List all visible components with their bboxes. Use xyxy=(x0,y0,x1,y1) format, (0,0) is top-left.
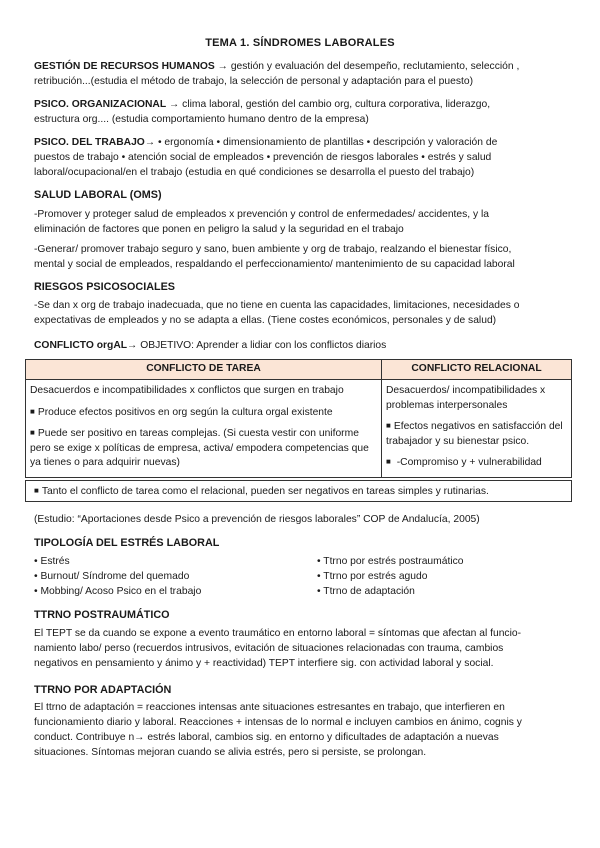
tarea-bullet-2: Puede ser positivo en tareas complejas. (Si cuesta vestir con uniforme pero se exige x políticas de empresa, activa/ empodera competencias que ya tienes o para adquirir nuevas) xyxy=(30,428,369,468)
section-gestion-rrhh xyxy=(34,59,564,89)
table-header-tarea: CONFLICTO DE TAREA xyxy=(26,360,382,380)
psico-org-line2: estructura org.... (estudia comportamiento humano dentro de la empresa) xyxy=(34,114,369,125)
table-header-relacional: CONFLICTO RELACIONAL xyxy=(382,360,572,380)
gestion-heading: GESTIÓN DE RECURSOS HUMANOS xyxy=(34,61,215,72)
tarea-cell xyxy=(26,380,382,478)
riesgos-line2: expectativas de empleados y no se adapta a ellas. (Tiene costes económicos, personales y de salud) xyxy=(34,315,497,326)
riesgos-heading: RIESGOS PSICOSOCIALES xyxy=(34,281,175,293)
psico-org-line1: → clima laboral, gestión del cambio org, cultura corporativa, liderazgo, xyxy=(166,99,491,110)
psico-trabajo-line2: puestos de trabajo • atención social de empleados • prevención de riesgos laborales • estrés y salud xyxy=(34,152,492,163)
square-bullet-icon: ■ xyxy=(34,486,39,495)
postraumatico-line3: negativos en pensamiento y ánimo y + reactividad) TEPT interfiere sig. con actividad laboral y social. xyxy=(34,658,494,669)
relacional-cell xyxy=(382,380,572,478)
list-item: • Ttrno por estrés postraumático xyxy=(317,556,464,567)
salud-heading: SALUD LABORAL (OMS) xyxy=(34,189,162,201)
square-bullet-icon: ■ xyxy=(386,457,391,466)
psico-trabajo-heading: PSICO. DEL TRABAJO xyxy=(34,137,145,148)
adaptacion-line2: funcionamiento diario y laboral. Reacciones + intensas de lo normal e incluyen cambios en ánimo, cognis y xyxy=(34,717,522,728)
relacional-intro: Desacuerdos/ incompatibilidades x problemas interpersonales xyxy=(386,385,546,411)
study-citation: (Estudio: “Aportaciones desde Psico a prevención de riesgos laborales” COP de Andalucía, 2005) xyxy=(34,514,480,525)
tipologia-left-col xyxy=(34,554,201,599)
gestion-line1: → gestión y evaluación del desempeño, reclutamiento, selección , xyxy=(214,61,520,72)
relacional-bullet-1: Efectos negativos en satisfacción del trabajador y su bienestar psico. xyxy=(386,421,563,447)
conflict-note-box xyxy=(25,480,572,502)
section-riesgos xyxy=(34,298,564,328)
square-bullet-icon: ■ xyxy=(30,406,35,416)
postraumatico-line2: namiento labo/ perso (recuerdos intrusivos, evitación de situaciones relacionadas con trauma, cambios xyxy=(34,643,504,654)
relacional-bullet-2: -Compromiso y + vulnerabilidad xyxy=(393,457,542,468)
salud-p1-line1: -Promover y proteger salud de empleados x prevención y control de enfermedades/ accidentes, y la xyxy=(34,209,490,220)
salud-p2-line2: mental y social de empleados, respaldando el perfeccionamiento/ mantenimiento de su capacidad laboral xyxy=(34,259,515,270)
list-item: • Estrés xyxy=(34,556,70,567)
section-adaptacion xyxy=(34,700,564,760)
page-title: TEMA 1. SÍNDROMES LABORALES xyxy=(205,37,395,49)
section-psico-organizacional xyxy=(34,97,564,127)
postraumatico-line1: El TEPT se da cuando se expone a evento traumático en entorno laboral = síntomas que afectan al funcio- xyxy=(34,628,522,639)
list-item: • Burnout/ Síndrome del quemado xyxy=(34,571,190,582)
gestion-line2: retribución...(estudia el método de trabajo, la selección de personal y adaptación para el puesto) xyxy=(34,76,474,87)
conflict-note: Tanto el conflicto de tarea como el relacional, pueden ser negativos en tareas simples y rutinarias. xyxy=(41,486,489,497)
list-item: • Ttrno por estrés agudo xyxy=(317,571,428,582)
list-item: • Mobbing/ Acoso Psico en el trabajo xyxy=(34,586,202,597)
section-postraumatico xyxy=(34,626,564,671)
section-psico-trabajo xyxy=(34,135,564,180)
square-bullet-icon: ■ xyxy=(386,421,391,430)
riesgos-line1: -Se dan x org de trabajo inadecuada, que no tiene en cuenta las capacidades, limitaciones, necesidades o xyxy=(34,300,520,311)
conflicto-heading: CONFLICTO orgAL xyxy=(34,340,128,351)
tarea-intro: Desacuerdos e incompatibilidades x conflictos que surgen en trabajo xyxy=(30,385,344,396)
postraumatico-heading: TTRNO POSTRAUMÁTICO xyxy=(34,609,170,621)
psico-org-heading: PSICO. ORGANIZACIONAL xyxy=(34,99,167,110)
tipologia-heading: TIPOLOGÍA DEL ESTRÉS LABORAL xyxy=(34,537,220,549)
conflicto-objective: → OBJETIVO: Aprender a lidiar con los conflictos diarios xyxy=(127,340,387,351)
tipologia-right-col xyxy=(317,554,464,599)
adaptacion-heading: TTRNO POR ADAPTACIÓN xyxy=(34,684,172,696)
adaptacion-line3: conduct. Contribuye n→ estrés laboral, cambios sig. en entorno y dificultades de adaptación a nuevas xyxy=(34,732,499,743)
list-item: • Ttrno de adaptación xyxy=(317,586,415,597)
tarea-bullet-1: Produce efectos positivos en org según la cultura orgal existente xyxy=(37,406,333,418)
psico-trabajo-line3: laboral/ocupacional/en el trabajo (estudia en qué condiciones se desarrolla el puesto del trabajo) xyxy=(34,167,475,178)
adaptacion-line4: situaciones. Síntomas mejoran cuando se alivia estrés, pero si persiste, se prolongan. xyxy=(34,747,427,758)
section-salud-laboral xyxy=(34,207,564,272)
conflict-table xyxy=(25,359,572,478)
adaptacion-line1: El ttrno de adaptación = reacciones intensas ante situaciones estresantes en trabajo, que interfieren en xyxy=(34,702,505,713)
salud-p1-line2: eliminación de factores que ponen en peligro la salud y la seguridad en el trabajo xyxy=(34,224,404,235)
conflicto-heading-row xyxy=(34,338,564,353)
psico-trabajo-line1: → • ergonomía • dimensionamiento de plantillas • descripción y valoración de xyxy=(144,137,498,148)
salud-p2-line1: -Generar/ promover trabajo seguro y sano, buen ambiente y org de trabajo, realzando el bienestar físico, xyxy=(34,244,512,255)
square-bullet-icon: ■ xyxy=(30,428,35,437)
